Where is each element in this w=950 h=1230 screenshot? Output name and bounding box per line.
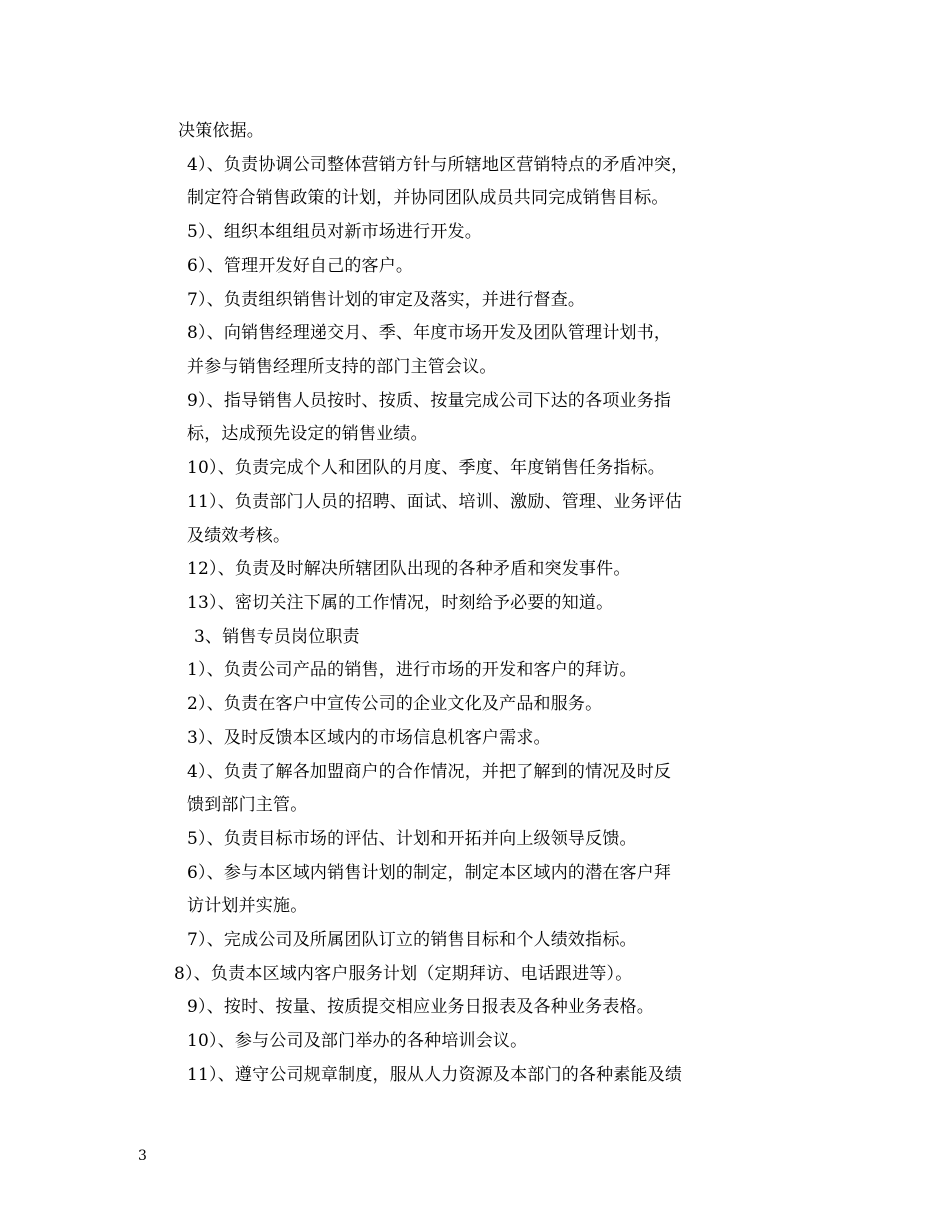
text-line: 及绩效考核。 bbox=[187, 526, 291, 546]
text-line: 4）、负责了解各加盟商户的合作情况，并把了解到的情况及时反 bbox=[187, 762, 672, 782]
page-number: 3 bbox=[138, 1148, 147, 1164]
text-line: 10）、参与公司及部门举办的各种培训会议。 bbox=[187, 1031, 528, 1051]
text-line: 11）、负责部门人员的招聘、面试、培训、激励、管理、业务评估 bbox=[187, 492, 683, 512]
text-line: 5）、负责目标市场的评估、计划和开拓并向上级领导反馈。 bbox=[187, 829, 637, 849]
text-line: 4）、负责协调公司整体营销方针与所辖地区营销特点的矛盾冲突， bbox=[187, 155, 689, 175]
text-line: 6）、参与本区域内销售计划的制定，制定本区域内的潜在客户拜 bbox=[187, 863, 672, 883]
text-line: 1）、负责公司产品的销售，进行市场的开发和客户的拜访。 bbox=[187, 660, 637, 680]
text-line: 8）、向销售经理递交月、季、年度市场开发及团队管理计划书， bbox=[187, 323, 672, 343]
text-line: 决策依据。 bbox=[178, 121, 264, 141]
text-line: 7）、完成公司及所属团队订立的销售目标和个人绩效指标。 bbox=[187, 930, 637, 950]
text-line: 12）、负责及时解决所辖团队出现的各种矛盾和突发事件。 bbox=[187, 559, 631, 579]
text-line: 制定符合销售政策的计划，并协同团队成员共同完成销售目标。 bbox=[187, 188, 669, 208]
text-line: 9）、按时、按量、按质提交相应业务日报表及各种业务表格。 bbox=[187, 997, 654, 1017]
text-line: 6）、管理开发好自己的客户。 bbox=[187, 256, 414, 276]
text-line: 标，达成预先设定的销售业绩。 bbox=[187, 424, 428, 444]
text-line: 5）、组织本组组员对新市场进行开发。 bbox=[187, 222, 482, 242]
text-line: 11）、遵守公司规章制度，服从人力资源及本部门的各种素能及绩 bbox=[187, 1065, 683, 1085]
text-line: 并参与销售经理所支持的部门主管会议。 bbox=[187, 357, 497, 377]
text-line: 8）、负责本区域内客户服务计划（定期拜访、电话跟进等）。 bbox=[174, 964, 633, 984]
text-line: 3）、及时反馈本区域内的市场信息机客户需求。 bbox=[187, 728, 551, 748]
text-line: 9）、指导销售人员按时、按质、按量完成公司下达的各项业务指 bbox=[187, 391, 672, 411]
text-line: 10）、负责完成个人和团队的月度、季度、年度销售任务指标。 bbox=[187, 458, 665, 478]
section-heading: 3、销售专员岗位职责 bbox=[194, 627, 360, 647]
text-line: 13）、密切关注下属的工作情况，时刻给予必要的知道。 bbox=[187, 593, 614, 613]
text-line: 馈到部门主管。 bbox=[187, 795, 308, 815]
text-line: 7）、负责组织销售计划的审定及落实，并进行督查。 bbox=[187, 290, 586, 310]
text-line: 2）、负责在客户中宣传公司的企业文化及产品和服务。 bbox=[187, 694, 603, 714]
text-line: 访计划并实施。 bbox=[187, 896, 308, 916]
